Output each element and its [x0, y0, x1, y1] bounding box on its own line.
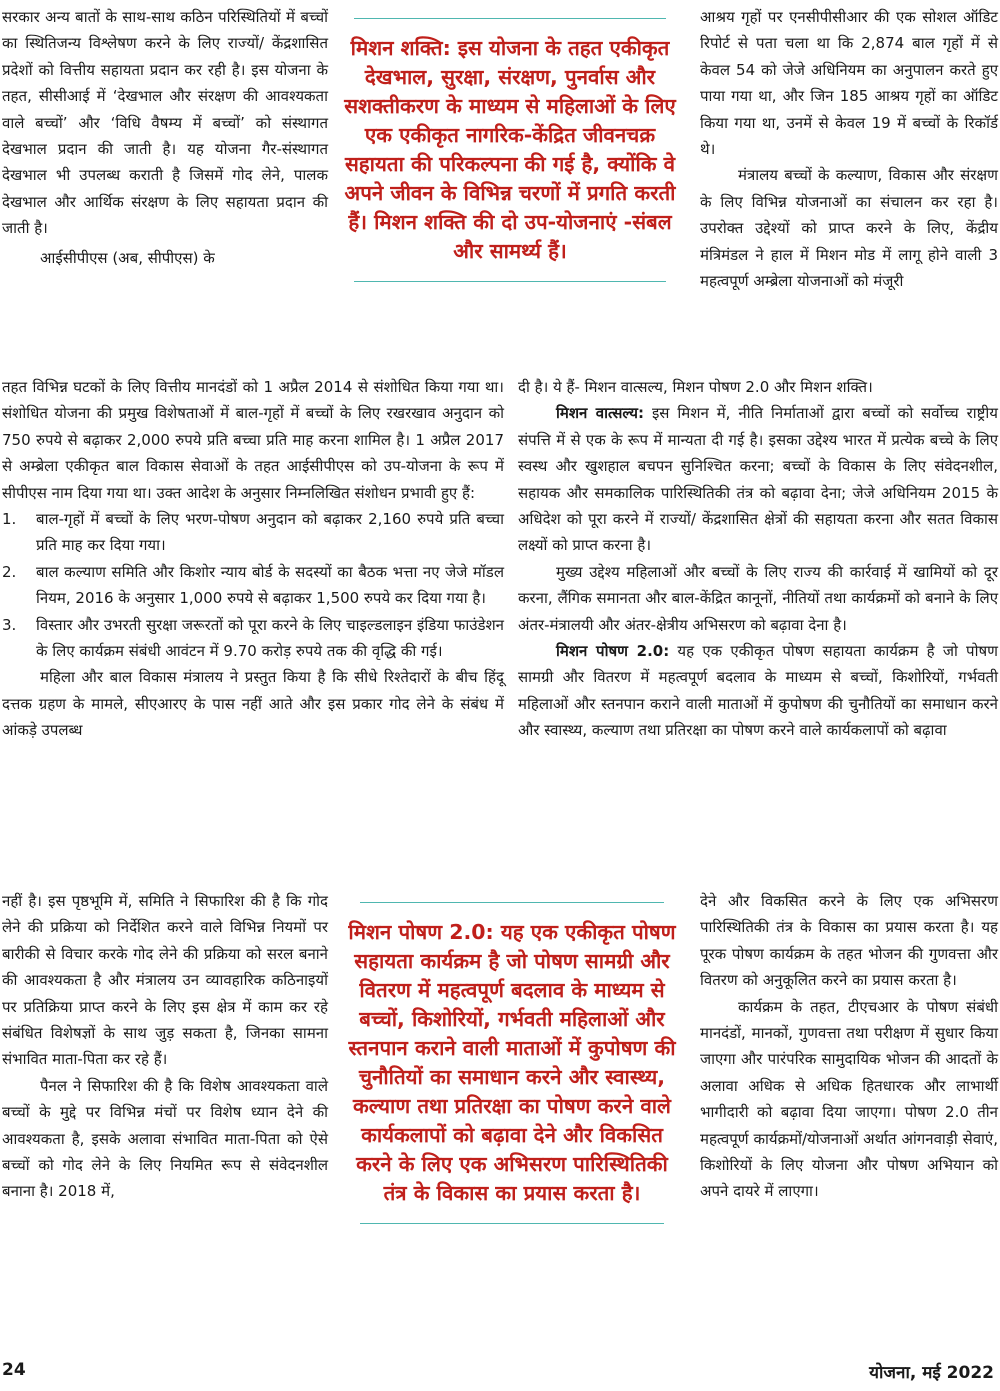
paragraph: [518, 400, 998, 558]
paragraph: महिला और बाल विकास मंत्रालय ने प्रस्तुत किया है कि सीधे रिश्तेदारों के बीच हिंदू दत्तक ग्रहण के मामले, सीएआरए के पास नहीं आते और इस प्रकार गोद लेने के संबंध में आंकड़े उपलब्ध: [2, 668, 504, 740]
list-number: 1.: [2, 510, 17, 529]
left-wide-block: [2, 374, 504, 744]
divider: [354, 18, 666, 19]
paragraph: [518, 638, 998, 744]
list-text: विस्तार और उभरती सुरक्षा जरूरतों को पूरा करने के लिए चाइल्डलाइन इंडिया फाउंडेशन के लिए कार्यक्रम संबंधी आवंटन में 9.70 करोड़ रुपये तक की वृद्धि की गई।: [36, 615, 504, 661]
mission-vatsalya-text: इस मिशन में, नीति निर्माताओं द्वारा बच्चों को सर्वोच्च राष्ट्रीय संपत्ति में से एक के रूप में मान्यता दी गई है। इसका उद्देश्य भारत में प्रत्येक बच्चे के लिए स्वस्थ और खुशहाल बचपन सुनिश्चित करना; बच्चों के विकास के लिए संवेदनशील, सहायक और समकालिक पारिस्थितिकी तंत्र को बढ़ावा देना; जेजे अधिनियम 2015 के अधिदेश को पूरा करने में राज्यों/ केंद्रशासित क्षेत्रों की सहायता करना और सतत विकास लक्ष्यों को प्राप्त करना है।: [518, 404, 999, 555]
right-wide-block: [518, 374, 998, 744]
page-number: 24: [2, 1360, 26, 1380]
list-item: [2, 559, 504, 612]
magazine-issue: योजना, मई 2022: [869, 1363, 994, 1383]
page-footer: [0, 1356, 1000, 1386]
left-column-top: [2, 4, 328, 271]
amendment-list: [2, 506, 504, 664]
mission-poshan-text: यह एक एकीकृत पोषण सहायता कार्यक्रम है जो पोषण सामग्री और वितरण में महत्वपूर्ण बदलाव के माध्यम से बच्चों, किशोरियों, गर्भवती महिलाओं और स्तनपान कराने वाली माताओं में कुपोषण की चुनौतियों का समाधान करने और स्वास्थ्य, कल्याण तथा प्रतिरक्षा का पोषण करने वाले कार्यकलापों को बढ़ावा: [518, 642, 998, 740]
list-text: बाल कल्याण समिति और किशोर न्याय बोर्ड के सदस्यों का बैठक भत्ता नए जेजे मॉडल नियम, 2016 के अनुसार 1,000 रुपये से बढ़ाकर 1,500 रुपये कर दिया गया है।: [36, 562, 504, 608]
list-number: 3.: [2, 615, 17, 634]
mission-vatsalya-label: मिशन वात्सल्य:: [556, 404, 644, 423]
paragraph: सरकार अन्य बातों के साथ-साथ कठिन परिस्थितियों में बच्चों का स्थितिजन्य विश्लेषण करने के लिए राज्यों/ केंद्रशासित प्रदेशों को वित्तीय सहायता प्रदान कर रही है। इस योजना के तहत, सीसीआई में ‘देखभाल और संरक्षण की आवश्यकता वाले बच्चों’ और ‘विधि वैषम्य में बच्चों’ को संस्थागत देखभाल प्रदान की जाती है। यह योजना गैर-संस्थागत देखभाल भी उपलब्ध कराती है जिसमें गोद लेने, पालक देखभाल और आर्थिक संरक्षण के लिए सहायता प्रदान की जाती है।: [2, 8, 328, 238]
divider: [354, 281, 666, 282]
list-item: [2, 506, 504, 559]
paragraph: कार्यक्रम के तहत, टीएचआर के पोषण संबंधी मानदंडों, मानकों, गुणवत्ता तथा परीक्षण में सुधार किया जाएगा और पारंपरिक सामुदायिक भोजन की आदतों के अलावा अधिक से अधिक हितधारक और लाभार्थी भागीदारी को बढ़ावा दिया जाएगा। पोषण 2.0 तीन महत्वपूर्ण कार्यक्रमों/योजनाओं अर्थात आंगनवाड़ी सेवाएं, किशोरियों के लिए योजना और पोषण अभियान को अपने दायरे में लाएगा।: [700, 997, 998, 1201]
pull-quote-text: मिशन पोषण 2.0: यह एक एकीकृत पोषण सहायता कार्यक्रम है जो पोषण सामग्री और वितरण में महत्वपूर्ण बदलाव के माध्यम से बच्चों, किशोरियों, गर्भवती महिलाओं और स्तनपान कराने वाली माताओं में कुपोषण की चुनौतियों का समाधान करने और स्वास्थ्य, कल्याण तथा प्रतिरक्षा का पोषण करने वाले कार्यकलापों को बढ़ावा देने और विकसित करने के लिए एक अभिसरण पारिस्थितिकी तंत्र के विकास का प्रयास करता है।: [348, 920, 676, 1205]
paragraph: आश्रय गृहों पर एनसीपीसीआर की एक सोशल ऑडिट रिपोर्ट से पता चला था कि 2,874 बाल गृहों में से केवल 54 को जेजे अधिनियम का अनुपालन करते हुए पाया गया था, और जिन 185 आश्रय गृहों का ऑडिट किया गया था, उनमें से केवल 19 में बच्चों के रिकॉर्ड थे।: [700, 8, 998, 159]
left-column-bottom: [2, 888, 328, 1205]
paragraph: देने और विकसित करने के लिए एक अभिसरण पारिस्थितिकी तंत्र के विकास का प्रयास करता है। यह पूरक पोषण कार्यक्रम के तहत भोजन की गुणवत्ता और वितरण को अनुकूलित करने का प्रयास करता है।: [700, 892, 998, 990]
divider: [360, 902, 664, 903]
right-column-bottom: [700, 888, 998, 1205]
paragraph: नहीं है। इस पृष्ठभूमि में, समिति ने सिफारिश की है कि गोद लेने की प्रक्रिया को निर्देशित करने वाले विभिन्न नियमों पर बारीकी से विचार करके गोद लेने की प्रक्रिया को सरल बनाने की आवश्यकता है और मंत्रालय उन व्यावहारिक कठिनाइयों पर प्रतिक्रिया प्राप्त करने के लिए इस क्षेत्र में काम कर रहे संबंधित विशेषज्ञों के साथ जुड़ सकता है, जिनका सामना संभावित माता-पिता कर रहे हैं।: [2, 892, 328, 1069]
list-text: बाल-गृहों में बच्चों के लिए भरण-पोषण अनुदान को बढ़ाकर 2,160 रुपये प्रति बच्चा प्रति माह कर दिया गया।: [36, 510, 504, 555]
paragraph: मंत्रालय बच्चों के कल्याण, विकास और संरक्षण के लिए विभिन्न योजनाओं का संचालन कर रहा है। उपरोक्त उद्देश्यों को प्राप्त करने के लिए, केंद्रीय मंत्रिमंडल ने हाल में मिशन मोड में लागू होने वाली 3 महत्वपूर्ण अम्ब्रेला योजनाओं को मंजूरी: [700, 166, 998, 291]
pull-quote-mission-shakti: [340, 34, 680, 266]
paragraph: पैनल ने सिफारिश की है कि विशेष आवश्यकता वाले बच्चों के मुद्दे पर विभिन्न मंचों पर विशेष ध्यान देने की आवश्यकता है, इसके अलावा संभावित माता-पिता को ऐसे बच्चों को गोद लेने के लिए नियमित रूप से संवेदनशील बनाना है। 2018 में,: [2, 1076, 328, 1201]
divider: [360, 1223, 664, 1224]
paragraph: आईसीपीएस (अब, सीपीएस) के: [40, 248, 215, 267]
list-number: 2.: [2, 562, 17, 581]
paragraph: दी है। ये हैं- मिशन वात्सल्य, मिशन पोषण 2.0 और मिशन शक्ति।: [518, 378, 873, 396]
pull-quote-mission-poshan: [346, 918, 678, 1208]
mission-poshan-label: मिशन पोषण 2.0:: [556, 642, 670, 661]
list-item: [2, 612, 504, 665]
right-column-top: [700, 4, 998, 294]
pull-quote-text: मिशन शक्ति: इस योजना के तहत एकीकृत देखभाल, सुरक्षा, संरक्षण, पुनर्वास और सशक्तीकरण के माध्यम से महिलाओं के लिए एक एकीकृत नागरिक-केंद्रित जीवनचक्र सहायता की परिकल्पना की गई है, क्योंकि वे अपने जीवन के विभिन्न चरणों में प्रगति करती हैं। मिशन शक्ति की दो उप-योजनाएं -संबल और सामर्थ्य हैं।: [344, 36, 676, 263]
paragraph: तहत विभिन्न घटकों के लिए वित्तीय मानदंडों को 1 अप्रैल 2014 से संशोधित किया गया था। संशोधित योजना की प्रमुख विशेषताओं में बाल-गृहों में बच्चों के लिए रखरखाव अनुदान को 750 रुपये से बढ़ाकर 2,000 रुपये प्रति बच्चा प्रति माह करना शामिल है। 1 अप्रैल 2017 से अम्ब्रेला एकीकृत बाल विकास सेवाओं के तहत आईसीपीएस को उप-योजना के रूप में सीपीएस नाम दिया गया था। उक्त आदेश के अनुसार निम्नलिखित संशोधन प्रभावी हुए हैं:: [2, 378, 504, 502]
paragraph: मुख्य उद्देश्य महिलाओं और बच्चों के लिए राज्य की कार्रवाई में खामियों को दूर करना, लैंगिक समानता और बाल-केंद्रित कानूनों, नीतियों तथा कार्यक्रमों को बनाने के लिए अंतर-मंत्रालयी और अंतर-क्षेत्रीय अभिसरण को बढ़ावा देना है।: [518, 562, 998, 634]
